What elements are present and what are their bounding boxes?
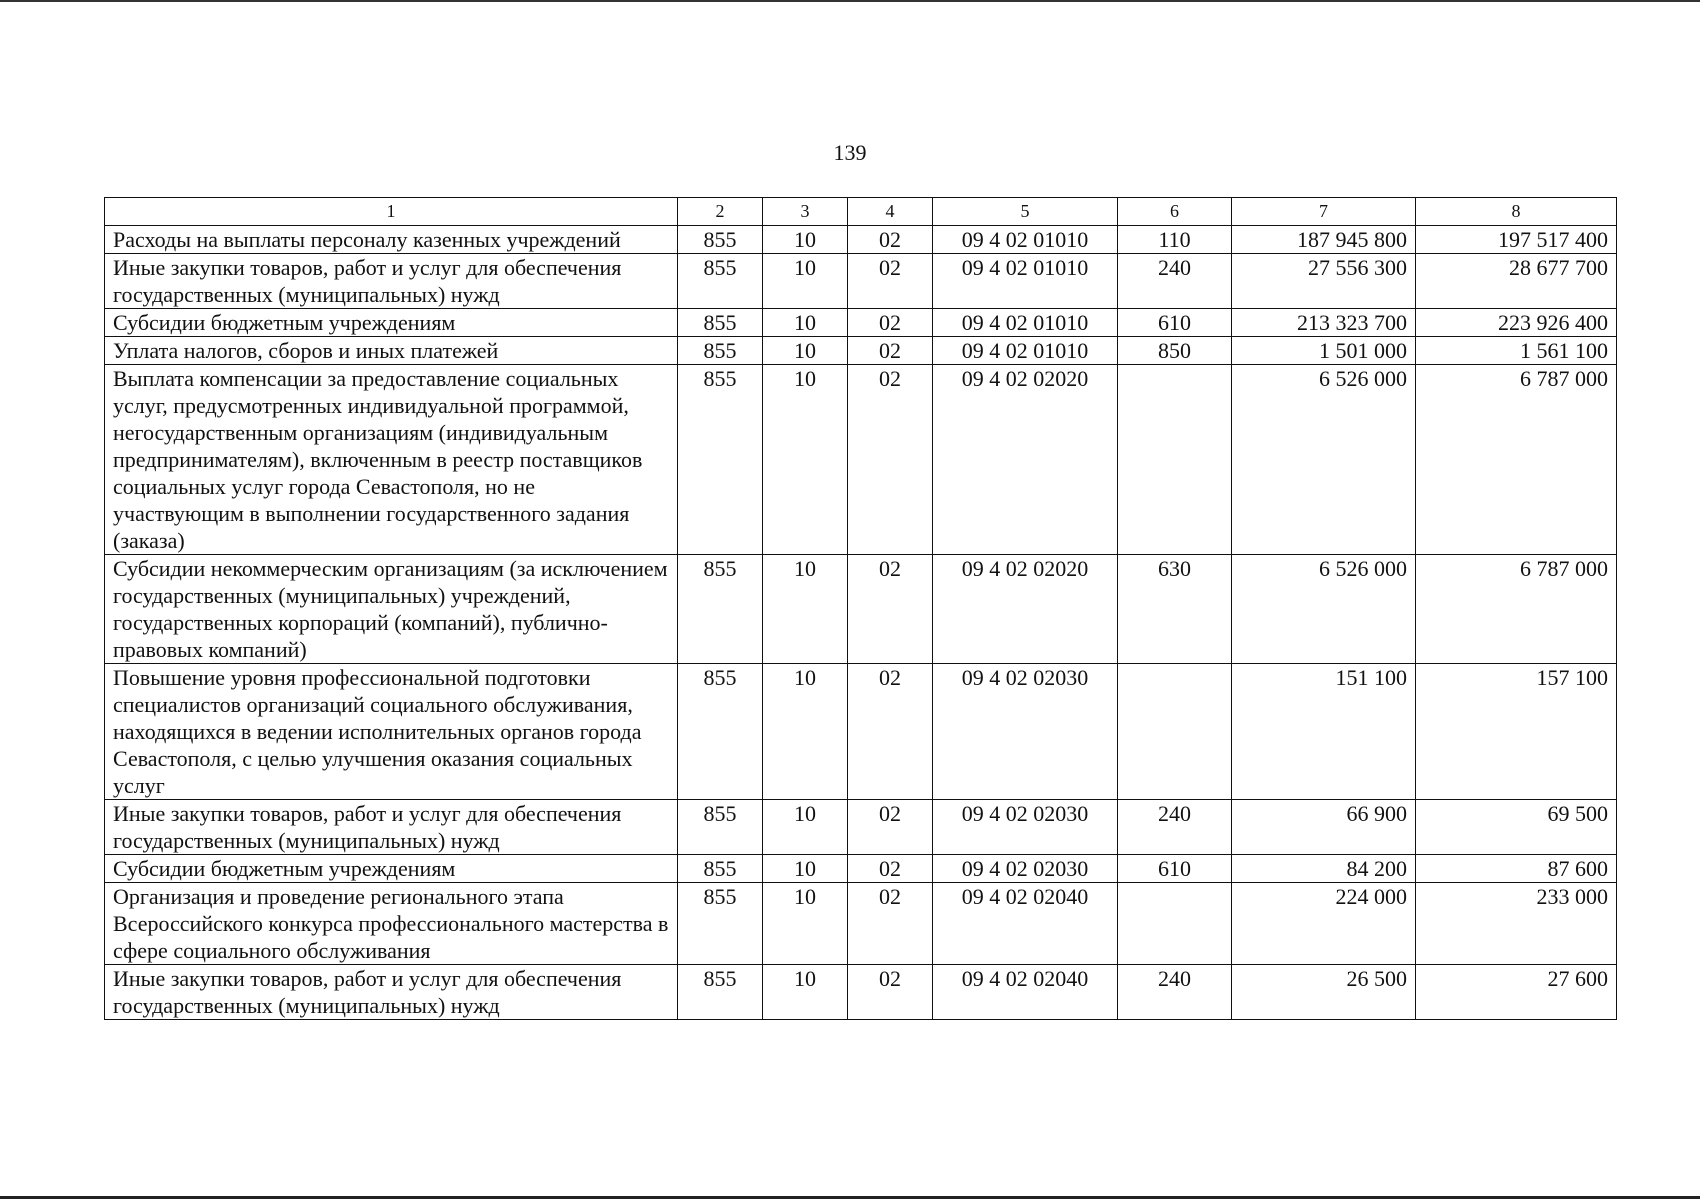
budget-table (104, 197, 1617, 1020)
column-header: 8 (1416, 198, 1617, 226)
expense-type-cell (1118, 664, 1232, 800)
subsection-code-cell: 02 (848, 800, 933, 855)
column-header: 6 (1118, 198, 1232, 226)
section-code-cell: 10 (763, 337, 848, 365)
target-article-cell: 09 4 02 02020 (933, 555, 1118, 664)
expense-type-cell: 240 (1118, 254, 1232, 309)
subsection-code-cell: 02 (848, 883, 933, 965)
target-article-cell: 09 4 02 02030 (933, 664, 1118, 800)
ministry-code-cell: 855 (678, 337, 763, 365)
expense-name-cell: Субсидии бюджетным учреждениям (105, 855, 678, 883)
target-article-cell: 09 4 02 02040 (933, 965, 1118, 1020)
target-article-cell: 09 4 02 02020 (933, 365, 1118, 555)
amount-year2-cell: 6 787 000 (1416, 555, 1617, 664)
ministry-code-cell: 855 (678, 555, 763, 664)
expense-name-cell: Иные закупки товаров, работ и услуг для обеспечения государственных (муниципальных) нужд (105, 800, 678, 855)
amount-year1-cell: 66 900 (1232, 800, 1416, 855)
subsection-code-cell: 02 (848, 254, 933, 309)
ministry-code-cell: 855 (678, 664, 763, 800)
expense-type-cell: 610 (1118, 855, 1232, 883)
ministry-code-cell: 855 (678, 226, 763, 254)
expense-type-cell: 850 (1118, 337, 1232, 365)
column-header: 7 (1232, 198, 1416, 226)
expense-name-cell: Иные закупки товаров, работ и услуг для обеспечения государственных (муниципальных) нужд (105, 965, 678, 1020)
expense-type-cell (1118, 883, 1232, 965)
section-code-cell: 10 (763, 226, 848, 254)
amount-year2-cell: 233 000 (1416, 883, 1617, 965)
amount-year2-cell: 1 561 100 (1416, 337, 1617, 365)
section-code-cell: 10 (763, 664, 848, 800)
subsection-code-cell: 02 (848, 309, 933, 337)
expense-name-cell: Выплата компенсации за предоставление социальных услуг, предусмотренных индивидуальной программой, негосударственным организациям (индивидуальным предпринимателям), включенным в реестр поставщиков социальных услуг города Севастополя, но не участвующим в выполнении государственного задания (заказа) (105, 365, 678, 555)
table-row (105, 883, 1617, 965)
table-row (105, 337, 1617, 365)
target-article-cell: 09 4 02 02040 (933, 883, 1118, 965)
ministry-code-cell: 855 (678, 800, 763, 855)
expense-type-cell: 240 (1118, 800, 1232, 855)
subsection-code-cell: 02 (848, 664, 933, 800)
top-border-line (0, 0, 1700, 2)
section-code-cell: 10 (763, 309, 848, 337)
target-article-cell: 09 4 02 02030 (933, 800, 1118, 855)
amount-year1-cell: 213 323 700 (1232, 309, 1416, 337)
ministry-code-cell: 855 (678, 309, 763, 337)
table-row (105, 800, 1617, 855)
target-article-cell: 09 4 02 01010 (933, 226, 1118, 254)
subsection-code-cell: 02 (848, 965, 933, 1020)
column-number-row (105, 198, 1617, 226)
expense-name-cell: Повышение уровня профессиональной подготовки специалистов организаций социального обслуживания, находящихся в ведении исполнительных органов города Севастополя, с целью улучшения оказания социальных услуг (105, 664, 678, 800)
expense-type-cell: 630 (1118, 555, 1232, 664)
target-article-cell: 09 4 02 01010 (933, 309, 1118, 337)
amount-year1-cell: 27 556 300 (1232, 254, 1416, 309)
amount-year2-cell: 87 600 (1416, 855, 1617, 883)
amount-year1-cell: 6 526 000 (1232, 555, 1416, 664)
amount-year1-cell: 151 100 (1232, 664, 1416, 800)
subsection-code-cell: 02 (848, 226, 933, 254)
column-header: 4 (848, 198, 933, 226)
expense-name-cell: Субсидии бюджетным учреждениям (105, 309, 678, 337)
expense-name-cell: Расходы на выплаты персоналу казенных учреждений (105, 226, 678, 254)
target-article-cell: 09 4 02 01010 (933, 254, 1118, 309)
ministry-code-cell: 855 (678, 855, 763, 883)
amount-year1-cell: 84 200 (1232, 855, 1416, 883)
column-header: 5 (933, 198, 1118, 226)
table-row (105, 309, 1617, 337)
subsection-code-cell: 02 (848, 855, 933, 883)
amount-year1-cell: 187 945 800 (1232, 226, 1416, 254)
bottom-border-line (0, 1196, 1700, 1199)
amount-year2-cell: 27 600 (1416, 965, 1617, 1020)
column-header: 1 (105, 198, 678, 226)
table-row (105, 664, 1617, 800)
table-row (105, 965, 1617, 1020)
expense-type-cell (1118, 365, 1232, 555)
amount-year2-cell: 157 100 (1416, 664, 1617, 800)
section-code-cell: 10 (763, 555, 848, 664)
amount-year1-cell: 26 500 (1232, 965, 1416, 1020)
table-body (105, 226, 1617, 1020)
section-code-cell: 10 (763, 965, 848, 1020)
expense-name-cell: Субсидии некоммерческим организациям (за исключением государственных (муниципальных) учреждений, государственных корпораций (компаний), публично-правовых компаний) (105, 555, 678, 664)
page-number: 139 (833, 140, 867, 165)
amount-year1-cell: 1 501 000 (1232, 337, 1416, 365)
ministry-code-cell: 855 (678, 965, 763, 1020)
section-code-cell: 10 (763, 254, 848, 309)
section-code-cell: 10 (763, 800, 848, 855)
subsection-code-cell: 02 (848, 337, 933, 365)
expense-type-cell: 610 (1118, 309, 1232, 337)
ministry-code-cell: 855 (678, 365, 763, 555)
table-row (105, 254, 1617, 309)
expense-name-cell: Уплата налогов, сборов и иных платежей (105, 337, 678, 365)
table-row (105, 365, 1617, 555)
amount-year2-cell: 197 517 400 (1416, 226, 1617, 254)
amount-year1-cell: 6 526 000 (1232, 365, 1416, 555)
target-article-cell: 09 4 02 02030 (933, 855, 1118, 883)
table-row (105, 226, 1617, 254)
table-row (105, 855, 1617, 883)
column-header: 3 (763, 198, 848, 226)
table-row (105, 555, 1617, 664)
section-code-cell: 10 (763, 883, 848, 965)
target-article-cell: 09 4 02 01010 (933, 337, 1118, 365)
amount-year2-cell: 6 787 000 (1416, 365, 1617, 555)
column-header: 2 (678, 198, 763, 226)
section-code-cell: 10 (763, 365, 848, 555)
ministry-code-cell: 855 (678, 883, 763, 965)
amount-year1-cell: 224 000 (1232, 883, 1416, 965)
section-code-cell: 10 (763, 855, 848, 883)
expense-type-cell: 110 (1118, 226, 1232, 254)
amount-year2-cell: 223 926 400 (1416, 309, 1617, 337)
expense-type-cell: 240 (1118, 965, 1232, 1020)
ministry-code-cell: 855 (678, 254, 763, 309)
expense-name-cell: Организация и проведение регионального этапа Всероссийского конкурса профессионального мастерства в сфере социального обслуживания (105, 883, 678, 965)
expense-name-cell: Иные закупки товаров, работ и услуг для обеспечения государственных (муниципальных) нужд (105, 254, 678, 309)
amount-year2-cell: 28 677 700 (1416, 254, 1617, 309)
subsection-code-cell: 02 (848, 365, 933, 555)
amount-year2-cell: 69 500 (1416, 800, 1617, 855)
subsection-code-cell: 02 (848, 555, 933, 664)
